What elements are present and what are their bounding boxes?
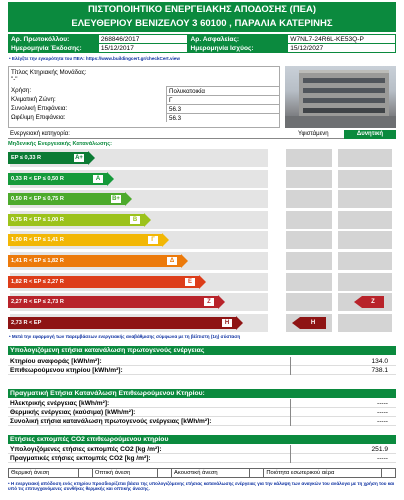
valid-date-label: Ημερομηνία Ισχύος:: [188, 44, 288, 53]
examined-building-label: Επιθεωρούμενου κτηρίου [kWh/m²]:: [10, 367, 123, 374]
issue-date-value: 15/12/2017: [98, 44, 188, 53]
thermal-label: Θερμικής ενέργειας (καύσιμα) [kWh/m²]:: [10, 409, 136, 416]
total-primary-value: -----: [377, 418, 388, 425]
co2-real-value: -----: [377, 455, 388, 462]
electric-row: [8, 399, 396, 408]
useful-area-value: 56.3: [166, 113, 279, 122]
energy-class-range: 1,41 R < EP ≤ 1,82 R: [11, 258, 64, 264]
energy-class-range: EP ≤ 0,33 R: [11, 155, 42, 161]
thermal-row: [8, 408, 396, 417]
existing-cell: [286, 170, 332, 188]
valid-date-value: 15/12/2027: [288, 44, 396, 53]
potential-cell: [338, 211, 392, 229]
energy-class-bar: [8, 276, 199, 288]
energy-class-range: 0,50 R < EP ≤ 0,75 R: [11, 196, 64, 202]
energy-class-letter: Δ: [167, 257, 177, 265]
existing-heading: Υφιστάμενη: [298, 131, 329, 137]
existing-cell: [286, 231, 332, 249]
ref-building-value: 134.0: [371, 358, 388, 365]
thermal-comfort-label: Θερμική άνεση: [9, 469, 79, 478]
electric-value: -----: [377, 400, 388, 407]
energy-class-range: 2,27 R < EP ≤ 2,73 R: [11, 299, 64, 305]
actual-consumption-title: Πραγματική Ετήσια Κατανάλωση Επιθεωρούμενου Κτηρίου:: [8, 389, 396, 398]
thermal-comfort-checkbox: [78, 469, 92, 478]
potential-cell: [338, 149, 392, 167]
unit-title-label: Τίτλος Κτηριακής Μονάδας:: [11, 69, 87, 76]
existing-cell: [286, 273, 332, 291]
certificate-title: [8, 2, 396, 32]
energy-class-bar: [8, 296, 218, 308]
potential-class-marker-tip: [354, 296, 362, 308]
energy-class-arrow: [88, 151, 95, 165]
co2-calc-label: Υπολογιζόμενες ετήσιες εκπομπές CO2 [kg /m²]:: [10, 446, 162, 453]
energy-class-letter: Ε: [185, 278, 195, 286]
energy-class-bar: [8, 255, 181, 267]
potential-cell: [338, 252, 392, 270]
co2-calc-row: [8, 445, 396, 454]
energy-class-range: 2,73 R < EP: [11, 320, 42, 326]
nzeb-label: Μηδενικής Ενεργειακής Κατανάλωσης:: [8, 141, 112, 147]
building-photo: [285, 66, 396, 128]
footnote: • Η ενεργειακή απόδοση ενός κτηρίου προσδιορίζεται βάσει της υπολογιζόμενης ετήσιας κατανάλωσης ενέργειας για την κάλυψη των αναγκών του ανάλογα με τη χρήση του και υπό τις επιτυγχανόμενες συνθήκες θερμικής και οπτικής άνεσης.: [8, 481, 395, 492]
energy-category-heading: Ενεργειακή κατηγορία:: [10, 131, 70, 137]
energy-class-bar: [8, 193, 125, 205]
energy-class-letter: A: [93, 175, 103, 183]
useful-area-label: Ωφέλιμη Επιφάνεια:: [11, 114, 66, 121]
energy-class-range: 1,82 R < EP ≤ 2,27 R: [11, 279, 64, 285]
co2-real-row: [8, 454, 396, 463]
energy-class-letter: Ζ: [204, 298, 214, 306]
energy-class-letter: B: [130, 216, 140, 224]
energy-class-arrow: [107, 172, 114, 186]
existing-class-marker-tip: [292, 317, 300, 329]
energy-class-bar: [8, 317, 236, 329]
energy-class-letter: A+: [75, 155, 83, 161]
energy-class-range: 0,33 R < EP ≤ 0,50 R: [11, 176, 64, 182]
protocol-label: Αρ. Πρωτοκόλλου:: [9, 35, 99, 44]
energy-note: • Μετά την εφαρμογή των παρεμβάσεων ενεργειακής αναβάθμισης σύμφωνα με τη βέλτιστη (1η) σύσταση: [9, 334, 241, 339]
existing-cell: [286, 252, 332, 270]
acoustic-comfort-label: Ακουστική άνεση: [172, 469, 250, 478]
building-info: [8, 66, 280, 128]
issue-date-label: Ημερομηνία Έκδοσης:: [9, 44, 99, 53]
title-line-2: ΕΛΕΥΘΕΡΙΟΥ ΒΕΝΙΖΕΛΟΥ 3 60100 , ΠΑΡΑΛΙΑ ΚΑΤΕΡΙΝΗΣ: [71, 18, 333, 29]
co2-title: Ετήσιες εκπομπές CO2 επιθεωρούμενου κτηρίου: [8, 435, 396, 444]
potential-cell: [338, 273, 392, 291]
indoor-quality-table: [8, 468, 396, 478]
co2-calc-value: 251.9: [371, 446, 388, 453]
use-label: Χρήση:: [11, 87, 32, 94]
potential-cell: [338, 231, 392, 249]
potential-cell: [338, 314, 392, 332]
energy-class-header: [8, 130, 396, 139]
total-area-value: 56.3: [166, 104, 279, 113]
potential-cell: [338, 190, 392, 208]
energy-class-bar: [8, 234, 162, 246]
ref-building-row: [8, 357, 396, 366]
electric-label: Ηλεκτρικής ενέργειας [kWh/m²]:: [10, 400, 110, 407]
acoustic-comfort-checkbox: [250, 469, 264, 478]
energy-class-letter: B+: [112, 196, 120, 202]
energy-class-arrow: [218, 295, 225, 309]
optical-comfort-label: Οπτική άνεση: [92, 469, 157, 478]
examined-building-value: 738.1: [371, 367, 388, 374]
optical-comfort-checkbox: [158, 469, 172, 478]
energy-class-range: 1,00 R < EP ≤ 1,41 R: [11, 237, 64, 243]
insurance-value: W7NL7-24R6L-KE53Q-P: [288, 35, 396, 44]
examined-building-row: [8, 366, 396, 375]
zone-label: Κλιματική Ζώνη:: [11, 96, 56, 103]
existing-cell: [286, 211, 332, 229]
thermal-value: -----: [377, 409, 388, 416]
energy-class-bar: [8, 214, 144, 226]
potential-cell: [338, 170, 392, 188]
protocol-value: 268846/2017: [98, 35, 188, 44]
title-line-1: ΠΙΣΤΟΠΟΙΗΤΙΚΟ ΕΝΕΡΓΕΙΑΚΗΣ ΑΠΟΔΟΣΗΣ (ΠΕΑ): [87, 4, 317, 15]
energy-class-arrow: [181, 254, 188, 268]
energy-class-arrow: [125, 192, 132, 206]
energy-class-letter: Γ: [148, 236, 158, 244]
zone-value: Γ: [166, 95, 279, 104]
total-primary-label: Συνολική ετήσια κατανάλωση πρωτογενούς ενέργειας [kWh/m²]:: [10, 418, 212, 425]
existing-cell: [286, 190, 332, 208]
primary-energy-title: Υπολογιζόμενη ετήσια κατανάλωση πρωτογενούς ενέργειας: [8, 346, 396, 355]
air-quality-checkbox: [382, 469, 396, 478]
insurance-label: Αρ. Ασφαλείας:: [188, 35, 288, 44]
existing-cell: [286, 293, 332, 311]
energy-class-arrow: [162, 233, 169, 247]
existing-cell: [286, 149, 332, 167]
co2-real-label: Πραγματικές ετήσιες εκπομπές CO2 [kg /m²]:: [10, 455, 151, 462]
energy-class-bar: [8, 152, 88, 164]
energy-class-bar: [8, 173, 107, 185]
verify-link[interactable]: • Ελέγξτε την εγκυρότητα του ΠΕΑ: https://www.buildingcert.gr/checkCert.view: [9, 56, 180, 61]
energy-class-range: 0,75 R < EP ≤ 1,00 R: [11, 217, 64, 223]
energy-class-arrow: [236, 316, 243, 330]
potential-heading: Δυνητική: [344, 130, 396, 139]
energy-class-letter: Η: [222, 319, 232, 327]
ref-building-label: Κτηρίου αναφοράς [kWh/m²]:: [10, 358, 102, 365]
total-area-label: Συνολική Επιφάνεια:: [11, 105, 68, 112]
existing-class-marker: Η: [300, 317, 326, 329]
header-table: [8, 34, 396, 53]
energy-class-arrow: [199, 275, 206, 289]
use-value: Πολυκατοικία: [166, 86, 279, 95]
air-quality-label: Ποιότητα εσωτερικού αέρα: [264, 469, 382, 478]
potential-class-marker: Ζ: [362, 296, 384, 308]
unit-title-value: "-": [11, 76, 18, 83]
energy-class-arrow: [144, 213, 151, 227]
total-primary-row: [8, 417, 396, 426]
